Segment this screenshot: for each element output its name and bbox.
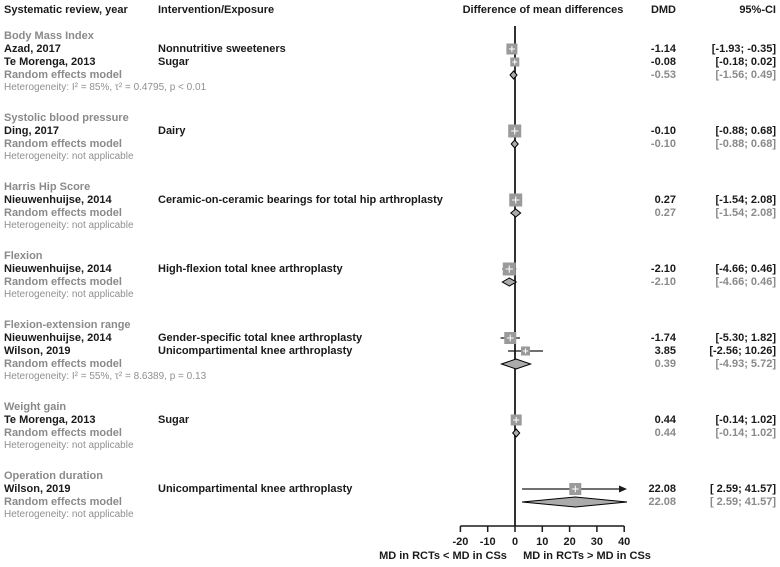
re-dmd: 0.27 — [654, 207, 676, 219]
x-axis-label-left: MD in RCTs < MD in CSs — [379, 550, 507, 562]
study-name: Nieuwenhuijse, 2014 — [4, 194, 112, 206]
study-dmd: -2.10 — [650, 263, 676, 275]
group-label: Weight gain — [4, 401, 67, 413]
study-ci: [-4.66; 0.46] — [715, 263, 776, 275]
re-dmd: -0.53 — [650, 69, 676, 81]
study-dmd: -0.08 — [650, 56, 676, 68]
group-label: Flexion — [4, 250, 43, 262]
group-label: Operation duration — [4, 470, 103, 482]
study-dmd: 0.27 — [654, 194, 676, 206]
heterogeneity-text: Heterogeneity: not applicable — [4, 440, 134, 451]
heterogeneity-text: Heterogeneity: not applicable — [4, 151, 134, 162]
study-name: Te Morenga, 2013 — [4, 414, 96, 426]
study-dmd: 22.08 — [648, 483, 676, 495]
column-header-dmd: DMD — [650, 4, 676, 16]
re-dmd: -0.10 — [650, 138, 676, 150]
heterogeneity-text: Heterogeneity: not applicable — [4, 289, 134, 300]
re-label: Random effects model — [4, 276, 122, 288]
re-ci: [-0.88; 0.68] — [715, 138, 776, 150]
study-ci: [-1.93; -0.35] — [711, 43, 776, 55]
study-ci: [-0.88; 0.68] — [715, 125, 776, 137]
re-dmd: 0.39 — [654, 358, 676, 370]
ci-arrow-right-icon — [619, 486, 627, 493]
x-axis-tick-label: -10 — [479, 536, 496, 548]
re-label: Random effects model — [4, 138, 122, 150]
study-ci: [-1.54; 2.08] — [715, 194, 776, 206]
x-axis-tick-label: 10 — [536, 536, 549, 548]
study-ci: [-5.30; 1.82] — [715, 332, 776, 344]
x-axis-tick-label: 0 — [511, 536, 519, 548]
re-dmd: -2.10 — [650, 276, 676, 288]
study-name: Ding, 2017 — [4, 125, 60, 137]
study-name: Nieuwenhuijse, 2014 — [4, 332, 112, 344]
study-name: Wilson, 2019 — [4, 345, 71, 357]
column-header-study: Systematic review, year — [4, 4, 128, 16]
x-axis-tick-label: 20 — [563, 536, 576, 548]
study-intervention: Ceramic-on-ceramic bearings for total hip arthroplasty — [158, 194, 443, 206]
re-label: Random effects model — [4, 358, 122, 370]
random-effects-diamond — [511, 140, 518, 148]
study-intervention: Unicompartimental knee arthroplasty — [158, 483, 353, 495]
re-ci: [-4.66; 0.46] — [715, 276, 776, 288]
column-header-ci: 95%-CI — [739, 4, 776, 16]
x-axis-label-right: MD in RCTs > MD in CSs — [523, 550, 651, 562]
study-dmd: -1.14 — [650, 43, 676, 55]
study-dmd: 0.44 — [654, 414, 676, 426]
re-label: Random effects model — [4, 427, 122, 439]
study-name: Te Morenga, 2013 — [4, 56, 96, 68]
study-name: Wilson, 2019 — [4, 483, 71, 495]
study-intervention: Sugar — [158, 56, 190, 68]
heterogeneity-text: Heterogeneity: not applicable — [4, 509, 134, 520]
study-ci: [-0.18; 0.02] — [715, 56, 776, 68]
random-effects-diamond — [513, 429, 520, 437]
group-label: Systolic blood pressure — [4, 112, 129, 124]
re-dmd: 0.44 — [654, 427, 676, 439]
group-label: Flexion-extension range — [4, 319, 131, 331]
heterogeneity-text: Heterogeneity: I² = 85%, τ² = 0.4795, p < 0.01 — [4, 82, 207, 93]
x-axis-tick-label: -20 — [452, 536, 469, 548]
re-ci: [-1.54; 2.08] — [715, 207, 776, 219]
study-intervention: Gender-specific total knee arthroplasty — [158, 332, 363, 344]
column-header-intervention: Intervention/Exposure — [158, 4, 275, 16]
study-ci: [ 2.59; 41.57] — [709, 483, 776, 495]
re-ci: [-1.56; 0.49] — [715, 69, 776, 81]
re-ci: [ 2.59; 41.57] — [709, 496, 776, 508]
study-intervention: Unicompartimental knee arthroplasty — [158, 345, 353, 357]
study-ci: [-0.14; 1.02] — [715, 414, 776, 426]
study-dmd: -1.74 — [650, 332, 676, 344]
re-ci: [-0.14; 1.02] — [715, 427, 776, 439]
re-dmd: 22.08 — [648, 496, 676, 508]
study-name: Nieuwenhuijse, 2014 — [4, 263, 112, 275]
re-label: Random effects model — [4, 496, 122, 508]
x-axis-tick-label: 30 — [590, 536, 604, 548]
random-effects-diamond — [510, 71, 517, 79]
study-intervention: High-flexion total knee arthroplasty — [158, 263, 343, 275]
study-name: Azad, 2017 — [4, 43, 61, 55]
heterogeneity-text: Heterogeneity: I² = 55%, τ² = 8.6389, p = 0.13 — [4, 371, 207, 382]
x-axis-tick-label: 40 — [618, 536, 631, 548]
study-intervention: Dairy — [158, 125, 186, 137]
study-dmd: 3.85 — [654, 345, 676, 357]
column-header-plot: Difference of mean differences — [462, 4, 624, 16]
random-effects-diamond — [511, 209, 521, 217]
study-intervention: Nonnutritive sweeteners — [158, 43, 286, 55]
re-label: Random effects model — [4, 69, 122, 81]
study-intervention: Sugar — [158, 414, 190, 426]
re-ci: [-4.93; 5.72] — [715, 358, 776, 370]
group-label: Body Mass Index — [4, 30, 94, 42]
study-ci: [-2.56; 10.26] — [709, 345, 776, 357]
group-label: Harris Hip Score — [4, 181, 91, 193]
study-dmd: -0.10 — [650, 125, 676, 137]
heterogeneity-text: Heterogeneity: not applicable — [4, 220, 134, 231]
random-effects-diamond — [502, 359, 531, 369]
random-effects-diamond — [522, 497, 627, 507]
re-label: Random effects model — [4, 207, 122, 219]
